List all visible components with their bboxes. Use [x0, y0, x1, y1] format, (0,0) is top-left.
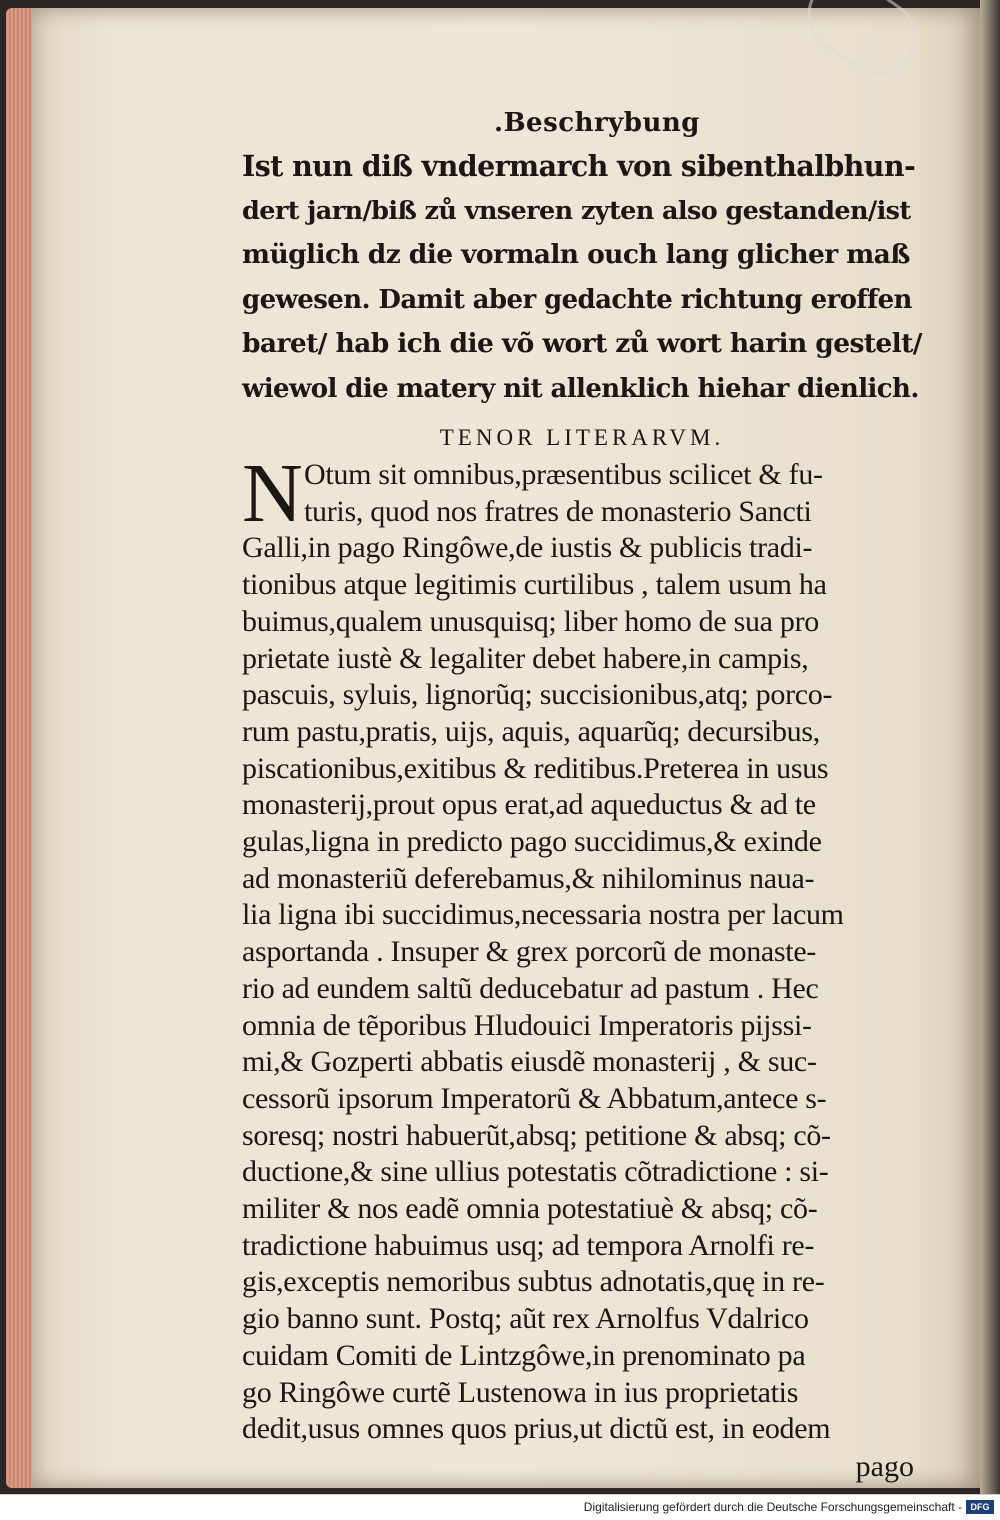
book-page	[32, 8, 980, 1488]
text-line: militer & nos eadẽ omnia potestatiuè & absq; cõ-	[242, 1192, 818, 1226]
text-block	[242, 108, 922, 1486]
german-paragraph	[242, 144, 922, 411]
text-line: pascuis, syluis, lignorũq; succisionibus,atq; porco-	[242, 678, 833, 712]
catchword: pago	[855, 1449, 914, 1483]
text-line: mi,& Gozperti abbatis eiusdẽ monasterij , & suc-	[242, 1045, 817, 1079]
text-line: Galli,in pago Ringôwe,de iustis & publicis tradi-	[242, 531, 813, 565]
text-line: asportanda . Insuper & grex porcorũ de monaste-	[242, 935, 817, 969]
text-line: cessorũ ipsorum Imperatorũ & Abbatum,antece s-	[242, 1081, 827, 1115]
text-line: tionibus atque legitimis curtilibus , talem usum ha	[242, 568, 827, 602]
text-line: go Ringôwe curtẽ Lustenowa in ius proprietatis	[242, 1375, 799, 1409]
text-line: ad monasteriũ deferebamus,& nihilominus naua-	[242, 861, 815, 895]
latin-paragraph	[242, 447, 922, 1448]
text-line: ductione,& sine ullius potestatis cõtradictione : si-	[242, 1155, 829, 1189]
text-line: gulas,ligna in predicto pago succidimus,& exinde	[242, 825, 822, 859]
text-line: wiewol die matery nit allenklich hiehar dienlich.	[242, 373, 919, 404]
section-title: TENOR LITERARVM.	[439, 425, 725, 450]
text-line: lia ligna ibi succidimus,necessaria nostra per lacum	[242, 898, 844, 932]
text-line: rio ad eundem saltũ deducebatur ad pastum . Hec	[242, 971, 819, 1005]
text-line: rum pastu,pratis, uijs, aquis, aquarũq; decursibus,	[242, 714, 820, 748]
text-line: baret/ hab ich die võ wort zů wort harin gestelt/	[242, 328, 922, 359]
text-line: soresq; nostri habuerũt,absq; petitione & absq; cõ-	[242, 1118, 831, 1152]
text-line: cuidam Comiti de Lintzgôwe,in prenominato pa	[242, 1338, 806, 1372]
funding-credit[interactable]: Digitalisierung gefördert durch die Deutsche Forschungsgemeinschaft -	[583, 1500, 962, 1514]
text-line: Ist nun diß vndermarch von sibenthalbhun-	[242, 149, 916, 183]
text-line: prietate iustè & legaliter debet habere,in campis,	[242, 641, 809, 675]
text-line: tradictione habuimus usq; ad tempora Arnolfi re-	[242, 1228, 815, 1262]
text-line: piscationibus,exitibus & reditibus.Preterea in usus	[242, 751, 829, 785]
text-line: dedit,usus omnes quos prius,ut dictũ est, in eodem	[242, 1412, 831, 1446]
book-binding	[980, 0, 1000, 1494]
drop-cap: N	[242, 447, 303, 540]
running-head: .Beschrybung	[494, 108, 700, 138]
dfg-logo[interactable]: DFG	[966, 1500, 994, 1514]
text-line: buimus,qualem unusquisq; liber homo de sua pro	[242, 604, 819, 638]
text-line: gio banno sunt. Postq; aũt rex Arnolfus Vdalrico	[242, 1302, 809, 1336]
text-line: dert jarn/biß zů vnseren zyten also gestanden/ist	[242, 195, 911, 226]
text-line: omnia de tẽporibus Hludouici Imperatoris pijssi-	[242, 1008, 812, 1042]
text-line: turis, quod nos fratres de monasterio Sancti	[304, 494, 812, 528]
text-line: monasterij,prout opus erat,ad aqueductus & ad te	[242, 788, 816, 822]
page-clip	[793, 0, 932, 90]
footer-bar	[0, 1494, 1000, 1520]
text-line: müglich dz die vormaln ouch lang glicher maß	[242, 239, 910, 270]
text-line: gewesen. Damit aber gedachte richtung eroffen	[242, 284, 912, 315]
text-line: gis,exceptis nemoribus subtus adnotatis,quę in re-	[242, 1265, 825, 1299]
text-line-content: Otum sit omnibus,præsentibus scilicet & fu-	[304, 458, 823, 491]
